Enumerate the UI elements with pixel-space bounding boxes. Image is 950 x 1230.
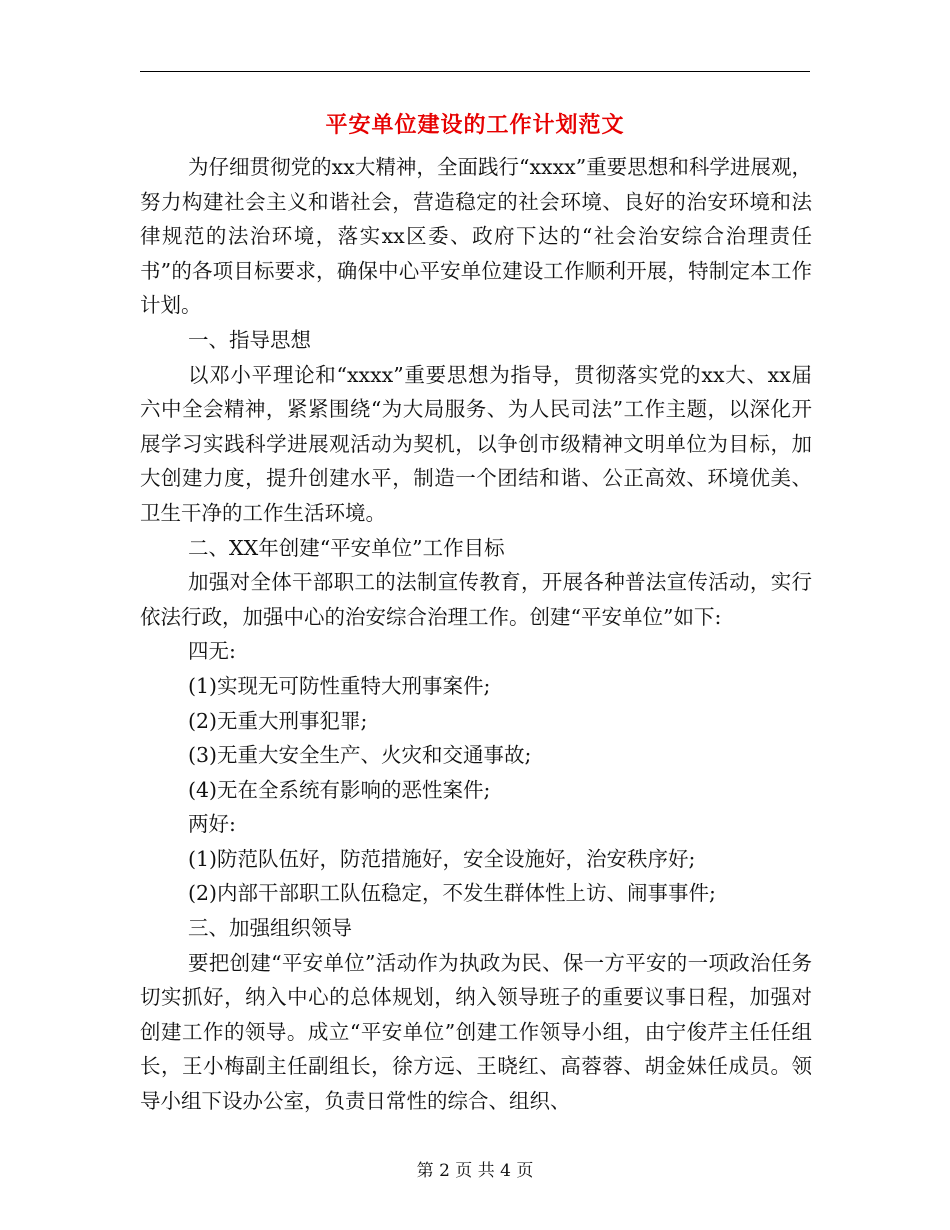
list-item: (4)无在全系统有影响的恶性案件; <box>188 777 491 802</box>
document-title: 平安单位建设的工作计划范文 <box>325 112 625 138</box>
paragraph-work-goals: 加强对全体干部职工的法制宣传教育，开展各种普法宣传活动，实行依法行政，加强中心的治安综合治理工作。创建“平安单位”如下: <box>140 570 812 629</box>
list-item: (2)无重大刑事犯罪; <box>188 708 368 733</box>
document-body <box>140 150 812 1119</box>
heading-guiding-thought: 一、指导思想 <box>188 327 311 352</box>
heading-leadership: 三、加强组织领导 <box>188 916 352 941</box>
list-item: (1)实现无可防性重特大刑事案件; <box>188 673 491 698</box>
paragraph-guiding-thought: 以邓小平理论和“xxxx”重要思想为指导，贯彻落实党的xx大、xx届六中全会精神，紧紧围绕“为大局服务、为人民司法”工作主题，以深化开展学习实践科学进展观活动为契机，以争创市级精神文明单位为目标，加大创建力度，提升创建水平，制造一个团结和谐、公正高效、环境优美、卫生干净的工作生活环境。 <box>140 362 812 525</box>
paragraph-intro: 为仔细贯彻党的xx大精神，全面践行“xxxx”重要思想和科学进展观，努力构建社会主义和谐社会，营造稳定的社会环境、良好的治安环境和法律规范的法治环境，落实xx区委、政府下达的“社会治安综合治理责任书”的各项目标要求，确保中心平安单位建设工作顺利开展，特制定本工作计划。 <box>140 155 812 318</box>
label-four-none: 四无: <box>188 639 236 664</box>
header-rule <box>140 71 810 72</box>
label-two-good: 两好: <box>188 812 236 837</box>
heading-work-goals: 二、XX年创建“平安单位”工作目标 <box>188 535 505 560</box>
list-item: (2)内部干部职工队伍稳定，不发生群体性上访、闹事事件; <box>188 881 716 906</box>
list-item: (3)无重大安全生产、火灾和交通事故; <box>188 743 532 768</box>
page-footer: 第 2 页 共 4 页 <box>416 1161 534 1181</box>
list-item: (1)防范队伍好，防范措施好，安全设施好，治安秩序好; <box>188 846 696 871</box>
paragraph-leadership: 要把创建“平安单位”活动作为执政为民、保一方平安的一项政治任务切实抓好，纳入中心的总体规划，纳入领导班子的重要议事日程，加强对创建工作的领导。成立“平安单位”创建工作领导小组，由宁俊芹主任任组长，王小梅副主任副组长，徐方远、王晓红、高蓉蓉、胡金妹任成员。领导小组下设办公室，负责日常性的综合、组织、 <box>140 950 812 1114</box>
